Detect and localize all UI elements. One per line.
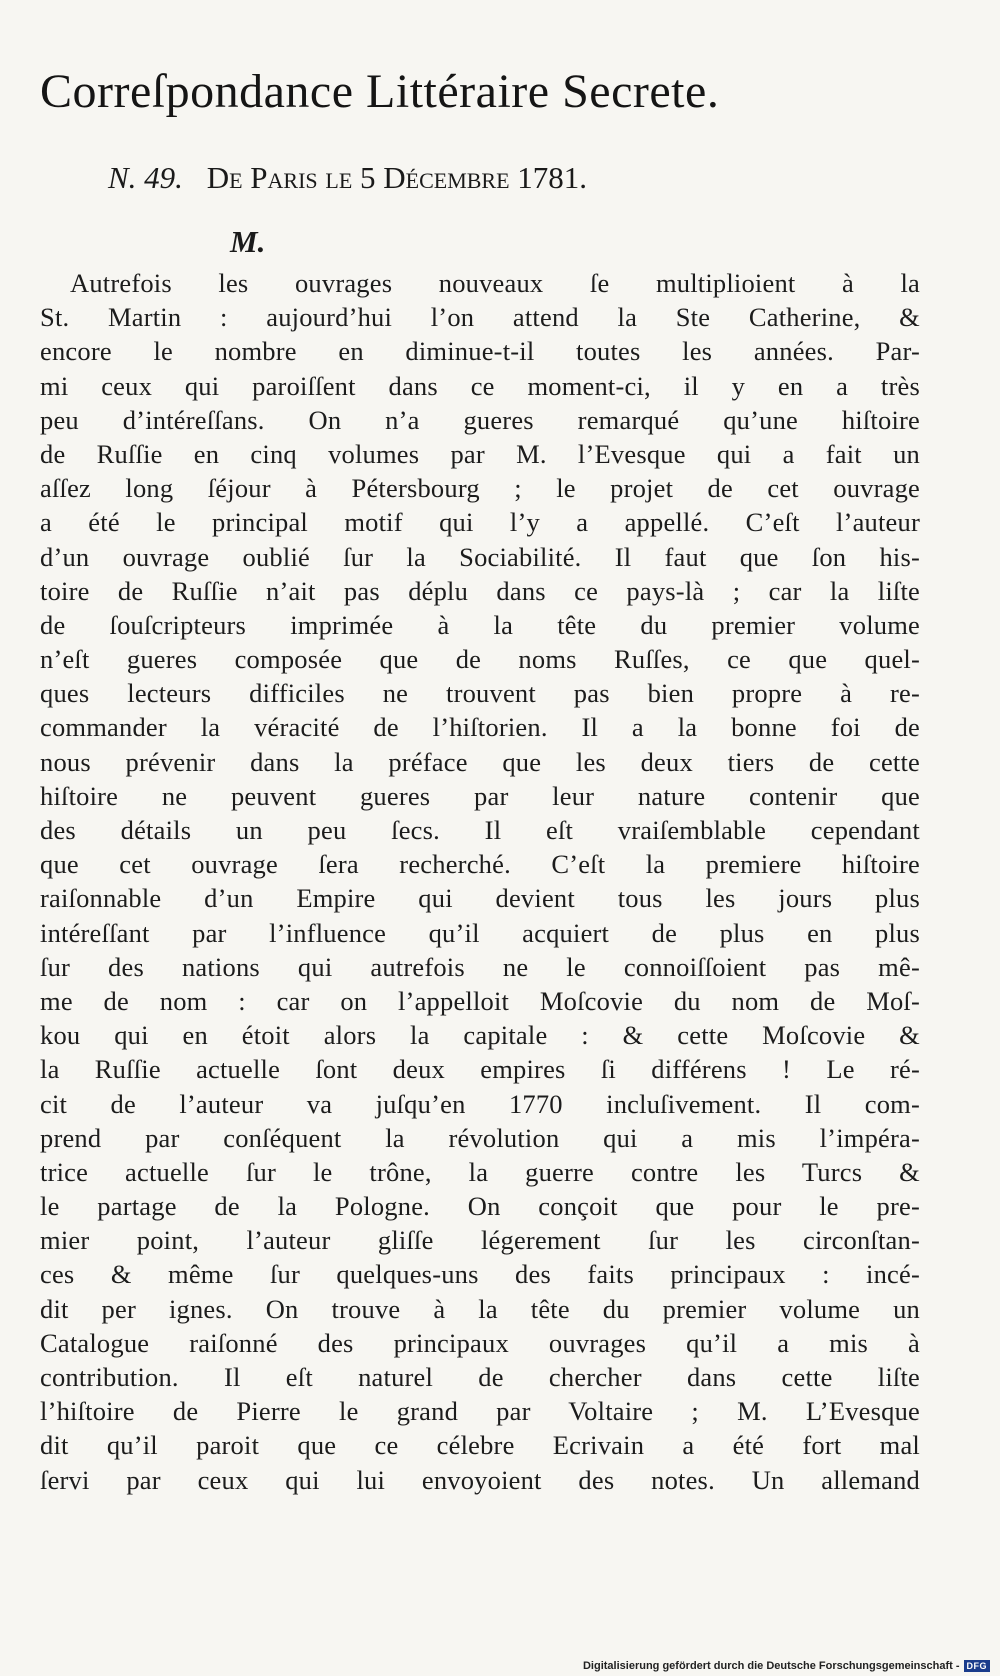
text-line: hiſtoire ne peuvent gueres par leur nature contenir que (40, 780, 920, 811)
text-line: aſſez long ſéjour à Pétersbourg ; le projet de cet ouvrage (40, 473, 920, 504)
text-line: trice actuelle ſur le trône, la guerre contre les Turcs & (40, 1156, 920, 1187)
salutation: M. (230, 224, 266, 259)
credit-text: Digitalisierung gefördert durch die Deutsche Forschungsgemeinschaft - (582, 1660, 960, 1672)
text-line: cit de l’auteur va juſqu’en 1770 incluſivement. Il com- (40, 1088, 920, 1119)
text-line: la Ruſſie actuelle ſont deux empires ſi différens ! Le ré- (40, 1054, 920, 1085)
text-line: commander la véracité de l’hiſtorien. Il a la bonne foi de (40, 712, 920, 743)
text-line: l’hiſtoire de Pierre le grand par Voltaire ; M. L’Evesque (40, 1396, 920, 1427)
dateline: De Paris le 5 Décembre 1781. (206, 160, 588, 195)
text-line: ſervi par ceux qui lui envoyoient des notes. Un allemand (40, 1464, 920, 1495)
text-line: dit per ignes. On trouve à la tête du premier volume un (40, 1293, 920, 1324)
text-line: le partage de la Pologne. On conçoit que pour le pre- (40, 1191, 920, 1222)
text-line: contribution. Il eſt naturel de chercher dans cette liſte (40, 1362, 920, 1392)
text-line: de ſouſcripteurs imprimée à la tête du premier volume (40, 609, 920, 640)
text-line: dit qu’il paroit que ce célebre Ecrivain a été fort mal (40, 1430, 920, 1461)
text-line: a été le principal motif qui l’y a appellé. C’eſt l’auteur (40, 507, 920, 538)
dfg-logo-icon: DFG (964, 1660, 991, 1672)
text-line: mi ceux qui paroiſſent dans ce moment-ci, il y en a très (40, 370, 920, 401)
text-line: raiſonnable d’un Empire qui devient tous les jours plus (40, 883, 920, 914)
text-line: kou qui en étoit alors la capitale : & cette Moſcovie & (40, 1020, 920, 1051)
text-line: ques lecteurs difficiles ne trouvent pas bien propre à re- (40, 678, 920, 709)
text-line: d’un ouvrage oublié ſur la Sociabilité. Il faut que ſon his- (40, 541, 920, 572)
text-line: intéreſſant par l’influence qu’il acquiert de plus en plus (40, 917, 920, 948)
text-line: ces & même ſur quelques-uns des faits principaux : incé- (40, 1259, 920, 1290)
text-line: Autrefois les ouvrages nouveaux ſe multiplioient à la (70, 268, 920, 298)
text-line: St. Martin : aujourd’hui l’on attend la Ste Catherine, & (40, 302, 920, 333)
text-line: des détails un peu ſecs. Il eſt vraiſemblable cependant (40, 815, 920, 845)
text-line: peu d’intéreſſans. On n’a gueres remarqué qu’une hiſtoire (40, 404, 920, 435)
issue-line (108, 158, 938, 198)
text-line: prend par conſéquent la révolution qui a mis l’impéra- (40, 1122, 920, 1153)
text-line: nous prévenir dans la préface que les deux tiers de cette (40, 746, 920, 777)
text-line: de Ruſſie en cinq volumes par M. l’Evesque qui a fait un (40, 438, 920, 469)
text-line: mier point, l’auteur gliſſe légerement ſur les circonſtan- (40, 1225, 920, 1256)
text-line: me de nom : car on l’appelloit Moſcovie du nom de Moſ- (40, 985, 920, 1016)
masthead-title: Correſpondance Littéraire Secrete. (40, 65, 720, 118)
article-body (40, 266, 920, 1497)
text-line: encore le nombre en diminue-t-il toutes les années. Par- (40, 336, 920, 367)
text-line: que cet ouvrage ſera recherché. C’eſt la premiere hiſtoire (40, 849, 920, 880)
digitization-credit (583, 1660, 990, 1672)
text-line: toire de Ruſſie n’ait pas déplu dans ce pays-là ; car la liſte (40, 575, 920, 606)
text-line: ſur des nations qui autrefois ne le connoiſſoient pas mê- (40, 951, 920, 982)
issue-number: N. 49. (108, 160, 183, 195)
text-line: Catalogue raiſonné des principaux ouvrages qu’il a mis à (40, 1327, 920, 1358)
text-line: n’eſt gueres composée que de noms Ruſſes, ce que quel- (40, 644, 920, 675)
